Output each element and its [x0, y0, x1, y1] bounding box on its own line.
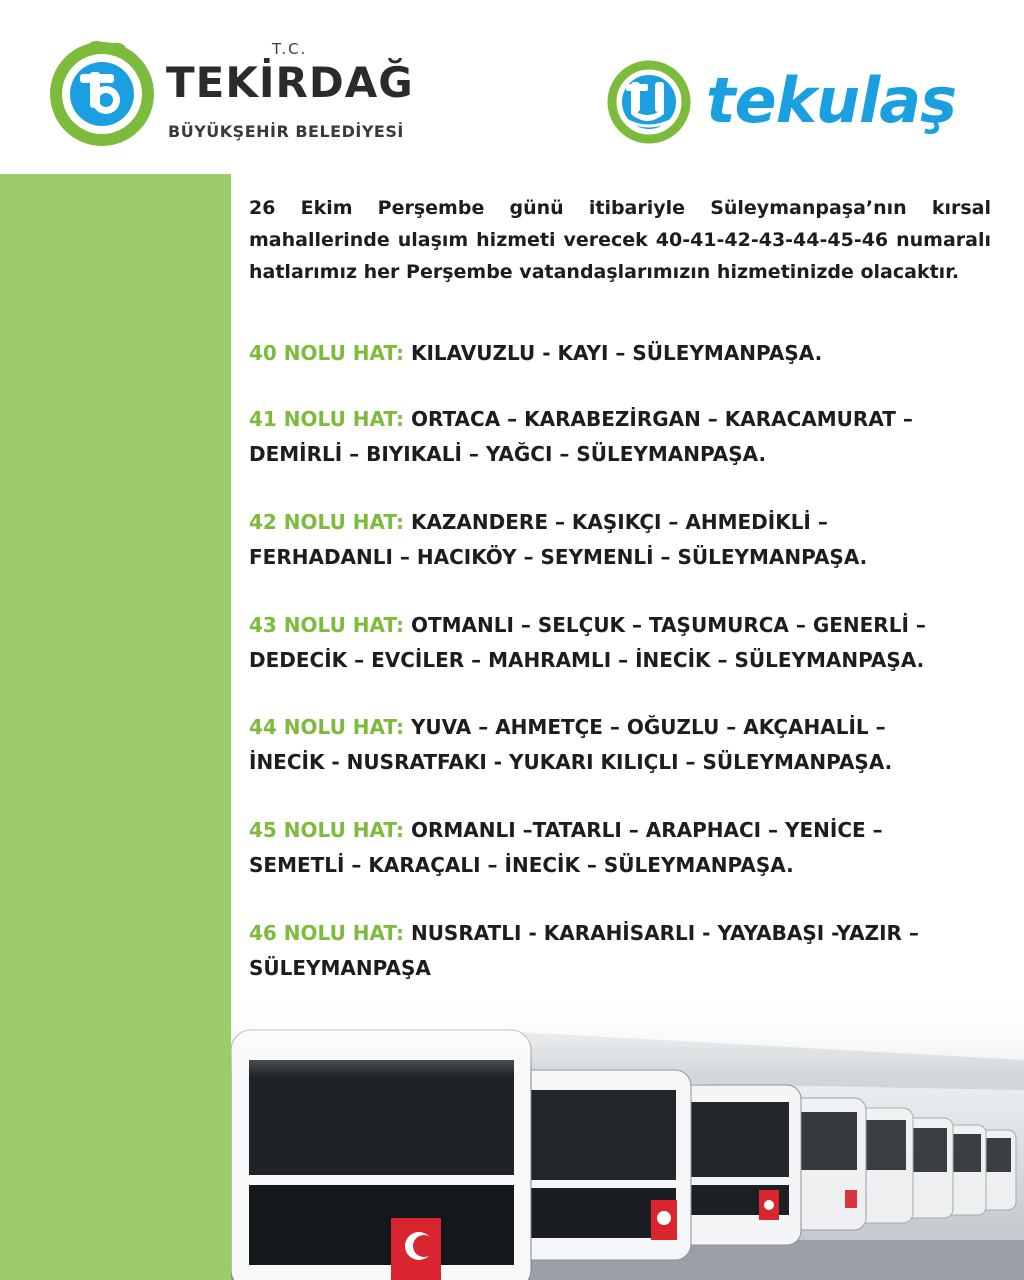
route-line-43 [249, 608, 926, 678]
route-stops: OTMANLI – SELÇUK – TAŞUMURCA – GENERLİ – [410, 613, 926, 637]
route-label: 41 NOLU HAT: [249, 407, 404, 431]
route-stops: ORTACA – KARABEZİRGAN – KARACAMURAT – [410, 407, 913, 431]
route-label: 42 NOLU HAT: [249, 510, 404, 534]
bus-fleet-illustration [231, 990, 1024, 1280]
route-line-44 [249, 710, 892, 780]
route-stops-continued: DEMİRLİ – BIYIKALİ – YAĞCI – SÜLEYMANPAŞA. [249, 442, 767, 466]
announcement-intro: 26 Ekim Perşembe günü itibariyle Süleymanpaşa’nın kırsal mahallerinde ulaşım hizmeti verecek 40-41-42-43-44-45-46 numaralı hatlarımız her Perşembe vatandaşlarımızın hizmetinizde olacaktır. [249, 197, 991, 283]
tekirdag-municipality-logo-icon [46, 36, 158, 148]
route-label: 43 NOLU HAT: [249, 613, 404, 637]
route-line-42 [249, 505, 867, 575]
route-stops-continued: FERHADANLI – HACIKÖY – SEYMENLİ – SÜLEYMANPAŞA. [249, 545, 868, 569]
route-stops-continued: SEMETLİ – KARAÇALI – İNECİK – SÜLEYMANPAŞA. [249, 853, 794, 877]
route-stops-continued: SÜLEYMANPAŞA [249, 956, 431, 980]
route-label: 46 NOLU HAT: [249, 921, 404, 945]
tekirdag-logo [46, 36, 426, 154]
route-stops-continued: İNECİK - NUSRATFAKI - YUKARI KILIÇLI – SÜLEYMANPAŞA. [249, 750, 893, 774]
operator-name: tekulaş [706, 64, 957, 137]
route-label: 45 NOLU HAT: [249, 818, 404, 842]
route-label: 40 NOLU HAT: [249, 341, 404, 365]
route-line-40 [249, 336, 822, 371]
route-label: 44 NOLU HAT: [249, 715, 404, 739]
route-stops: NUSRATLI - KARAHİSARLI - YAYABAŞI -YAZIR – [410, 921, 919, 945]
route-line-45 [249, 813, 883, 883]
route-stops: YUVA – AHMETÇE – OĞUZLU – AKÇAHALİL – [410, 715, 886, 739]
bus-fleet-photo [231, 990, 1024, 1280]
route-line-46 [249, 916, 919, 986]
tekulas-logo-icon [606, 58, 692, 144]
route-stops: KAZANDERE – KAŞIKÇI – AHMEDİKLİ – [410, 510, 828, 534]
route-line-41 [249, 402, 913, 472]
side-panel [0, 174, 231, 1280]
announcement-content [249, 192, 991, 980]
municipality-name: TEKİRDAĞ [166, 58, 414, 107]
tc-label: T.C. [272, 40, 308, 58]
route-stops: KILAVUZLU - KAYI – SÜLEYMANPAŞA. [410, 341, 823, 365]
route-stops: ORMANLI –TATARLI – ARAPHACI – YENİCE – [410, 818, 883, 842]
tekulas-logo [606, 58, 984, 148]
route-stops-continued: DEDECİK – EVCİLER – MAHRAMLI – İNECİK – SÜLEYMANPAŞA. [249, 648, 925, 672]
municipality-subtitle: BÜYÜKŞEHİR BELEDİYESİ [168, 122, 404, 141]
